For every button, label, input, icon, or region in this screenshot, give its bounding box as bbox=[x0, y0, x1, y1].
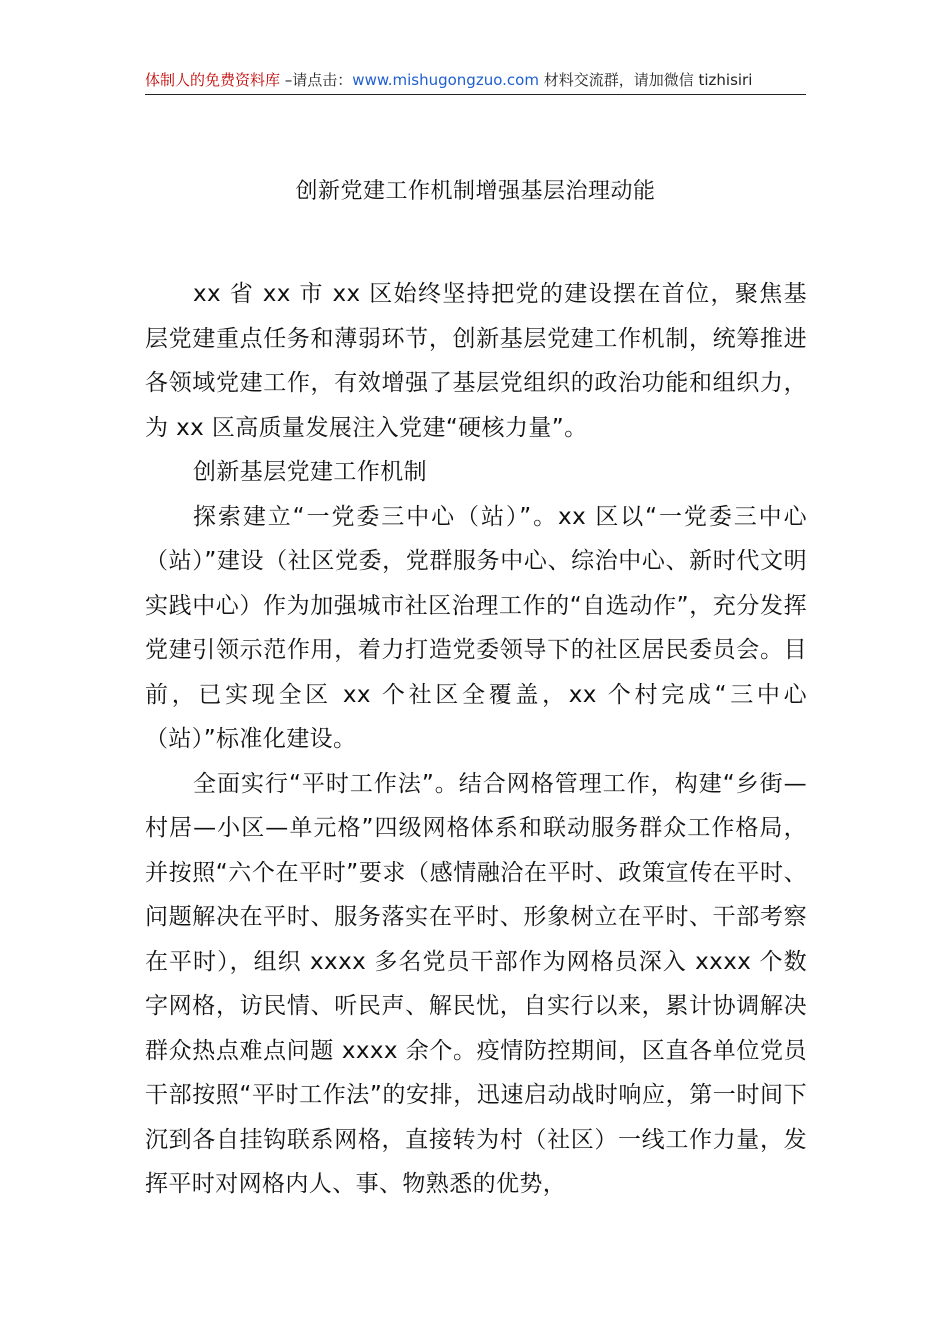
document-body bbox=[145, 272, 807, 1207]
paragraph-intro: xx 省 xx 市 xx 区始终坚持把党的建设摆在首位，聚焦基层党建重点任务和薄弱环节，创新基层党建工作机制，统筹推进各领域党建工作，有效增强了基层党组织的政治功能和组织力，为 xx 区高质量发展注入党建“硬核力量”。 bbox=[145, 281, 807, 441]
section-heading: 创新基层党建工作机制 bbox=[193, 459, 427, 485]
header-contact: 材料交流群，请加微信 tizhisiri bbox=[538, 71, 753, 89]
header-link[interactable]: www.mishugongzuo.com bbox=[352, 71, 539, 89]
header-brand: 体制人的免费资料库 bbox=[145, 71, 281, 89]
paragraph-work-method: 全面实行“平时工作法”。结合网格管理工作，构建“乡街—村居—小区—单元格”四级网格体系和联动服务群众工作格局，并按照“六个在平时”要求（感情融洽在平时、政策宣传在平时、问题解决在平时、服务落实在平时、形象树立在平时、干部考察在平时），组织 xxxx 多名党员干部作为网格员深入 xxxx 个数字网格，访民情、听民声、解民忧，自实行以来，累计协调解决群众热点难点问题 xxxx 余个。疫情防控期间，区直各单位党员干部按照“平时工作法”的安排，迅速启动战时响应，第一时间下沉到各自挂钩联系网格，直接转为村（社区）一线工作力量，发挥平时对网格内人、事、物熟悉的优势， bbox=[145, 770, 807, 1197]
page-header bbox=[145, 66, 806, 95]
paragraph-one-committee: 探索建立“一党委三中心（站）”。xx 区以“一党委三中心（站）”建设（社区党委，党群服务中心、综治中心、新时代文明实践中心）作为加强城市社区治理工作的“自选动作”，充分发挥党建引领示范作用，着力打造党委领导下的社区居民委员会。目前，已实现全区 xx 个社区全覆盖，xx 个村完成“三中心（站）”标准化建设。 bbox=[145, 503, 807, 752]
header-prompt: –请点击： bbox=[280, 71, 353, 89]
document-title: 创新党建工作机制增强基层治理动能 bbox=[295, 179, 656, 204]
